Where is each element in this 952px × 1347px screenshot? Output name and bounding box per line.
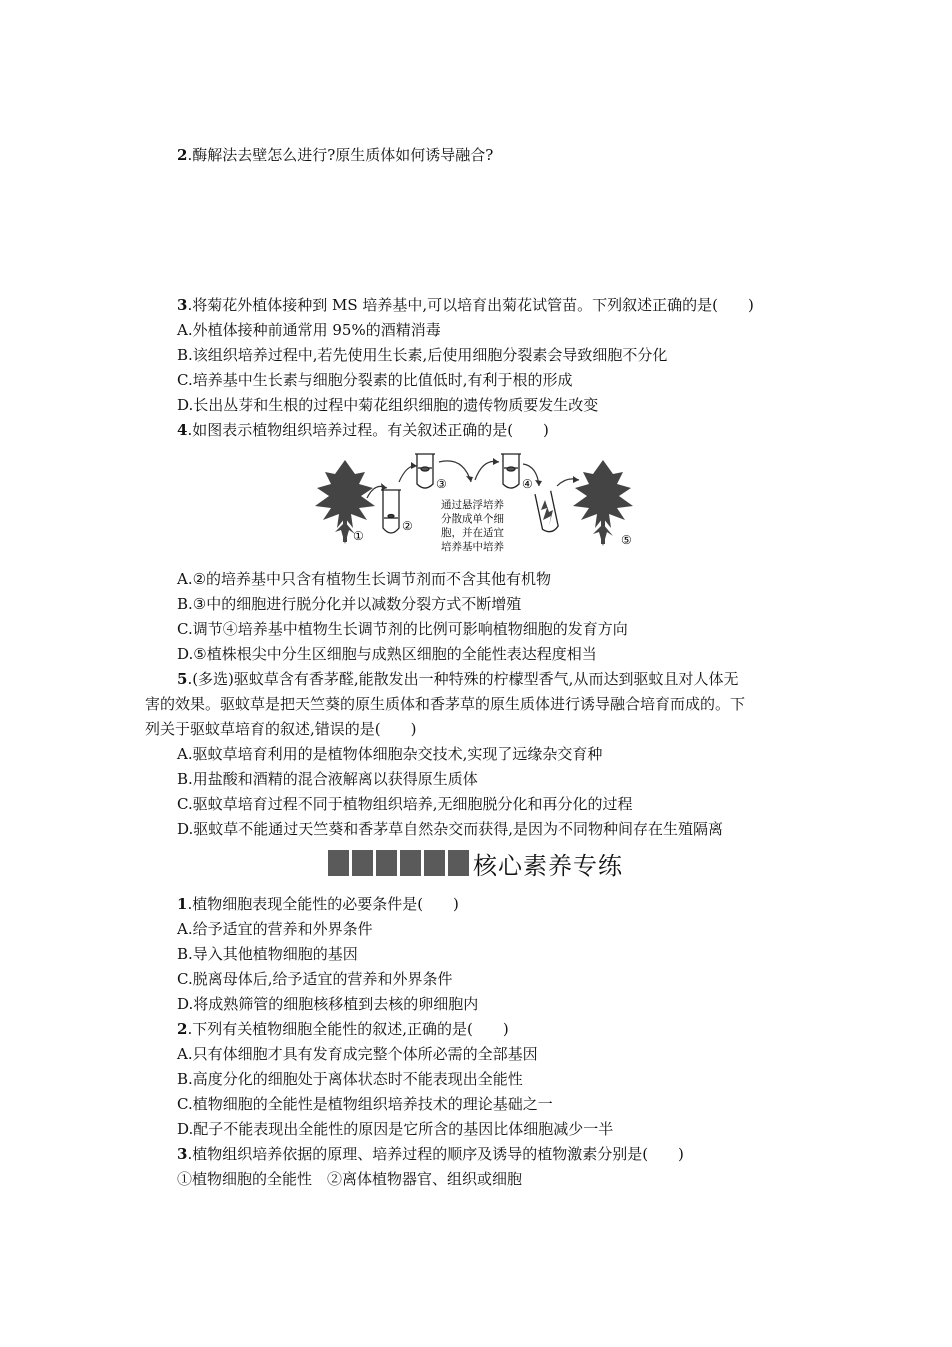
question-text: .植物细胞表现全能性的必要条件是( ): [187, 895, 459, 913]
question-text: .酶解法去壁怎么进行?原生质体如何诱导融合?: [187, 146, 494, 164]
core-q1-option-c: C.脱离母体后,给予适宜的营养和外界条件: [177, 970, 453, 988]
core-q2-option-c: C.植物细胞的全能性是植物组织培养技术的理论基础之一: [177, 1095, 553, 1113]
question-text: .(多选)驱蚊草含有香茅醛,能散发出一种特殊的柠檬型香气,从而达到驱蚊且对人体无: [187, 670, 739, 688]
label-5: ⑤: [621, 533, 632, 547]
q5-option-c: C.驱蚊草培育过程不同于植物组织培养,无细胞脱分化和再分化的过程: [177, 795, 633, 813]
question-5-stem-line-2: 害的效果。驱蚊草是把天竺葵的原生质体和香茅草的原生质体进行诱导融合培育而成的。下: [145, 695, 746, 713]
banner-block: [352, 850, 373, 876]
question-number: 1: [177, 895, 188, 913]
banner-block: [328, 850, 349, 876]
q4-option-b: B.③中的细胞进行脱分化并以减数分裂方式不断增殖: [177, 595, 522, 613]
question-text: .将菊花外植体接种到 MS 培养基中,可以培育出菊花试管苗。下列叙述正确的是( ): [187, 296, 754, 314]
question-2-stem: [177, 145, 493, 165]
core-question-1-stem: [177, 894, 459, 914]
section-banner: [328, 845, 623, 881]
q3-option-c: C.培养基中生长素与细胞分裂素的比值低时,有利于根的形成: [177, 371, 573, 389]
question-3-stem: [177, 295, 754, 315]
core-q1-option-a: A.给予适宜的营养和外界条件: [177, 920, 373, 938]
test-tube-4-icon: [501, 454, 521, 488]
plantlet-tube-icon: [535, 491, 559, 533]
label-2: ②: [402, 519, 413, 533]
question-text: .下列有关植物细胞全能性的叙述,正确的是( ): [187, 1020, 509, 1038]
q3-option-d: D.长出丛芽和生根的过程中菊花组织细胞的遗传物质要发生改变: [177, 396, 599, 414]
core-question-2-stem: [177, 1019, 509, 1039]
core-q2-option-a: A.只有体细胞才具有发育成完整个体所必需的全部基因: [177, 1045, 538, 1063]
question-number: 4: [177, 421, 188, 439]
question-text: .如图表示植物组织培养过程。有关叙述正确的是( ): [187, 421, 549, 439]
core-q2-option-b: B.高度分化的细胞处于离体状态时不能表现出全能性: [177, 1070, 523, 1088]
test-tube-2-icon: [381, 490, 401, 533]
q3-option-b: B.该组织培养过程中,若先使用生长素,后使用细胞分裂素会导致细胞不分化: [177, 346, 668, 364]
banner-block: [376, 850, 397, 876]
question-4-stem: [177, 420, 549, 440]
q3-option-a: A.外植体接种前通常用 95%的酒精消毒: [177, 321, 441, 339]
plant-left-icon: [315, 460, 375, 544]
q4-option-a: A.②的培养基中只含有植物生长调节剂而不含其他有机物: [177, 570, 552, 588]
tissue-culture-figure: [305, 452, 650, 562]
figure-note-line-1: 通过悬浮培养: [441, 499, 504, 511]
label-4: ④: [522, 477, 533, 491]
banner-blocks: [328, 850, 469, 876]
question-number: 2: [177, 1020, 188, 1038]
figure-note-line-4: 培养基中培养: [441, 541, 504, 553]
core-q3-items: ①植物细胞的全能性 ②离体植物器官、组织或细胞: [177, 1170, 523, 1188]
q5-option-a: A.驱蚊草培育利用的是植物体细胞杂交技术,实现了远缘杂交育种: [177, 745, 603, 763]
section-title: 核心素养专练: [473, 851, 623, 880]
label-1: ①: [353, 529, 364, 543]
question-number: 3: [177, 1145, 188, 1163]
question-number: 2: [177, 146, 188, 164]
q5-option-b: B.用盐酸和酒精的混合液解离以获得原生质体: [177, 770, 478, 788]
banner-block: [448, 850, 469, 876]
core-q2-option-d: D.配子不能表现出全能性的原因是它所含的基因比体细胞减少一半: [177, 1120, 614, 1138]
core-q1-option-b: B.导入其他植物细胞的基因: [177, 945, 358, 963]
q4-option-d: D.⑤植株根尖中分生区细胞与成熟区细胞的全能性表达程度相当: [177, 645, 597, 663]
q5-option-d: D.驱蚊草不能通过天竺葵和香茅草自然杂交而获得,是因为不同物种间存在生殖隔离: [177, 820, 724, 838]
figure-note-line-3: 胞，并在适宜: [441, 527, 504, 539]
core-q1-option-d: D.将成熟筛管的细胞核移植到去核的卵细胞内: [177, 995, 479, 1013]
question-number: 5: [177, 670, 188, 688]
core-question-3-stem: [177, 1144, 684, 1164]
question-number: 3: [177, 296, 188, 314]
figure-note-line-2: 分散成单个细: [441, 513, 504, 525]
banner-block: [424, 850, 445, 876]
banner-block: [400, 850, 421, 876]
question-5-stem-line-3: 列关于驱蚊草培育的叙述,错误的是( ): [145, 720, 417, 738]
test-tube-3-icon: [415, 454, 435, 488]
label-3: ③: [436, 477, 447, 491]
question-5-stem-line-1: [177, 669, 738, 689]
q4-option-c: C.调节④培养基中植物生长调节剂的比例可影响植物细胞的发育方向: [177, 620, 628, 638]
question-text: .植物组织培养依据的原理、培养过程的顺序及诱导的植物激素分别是( ): [187, 1145, 684, 1163]
